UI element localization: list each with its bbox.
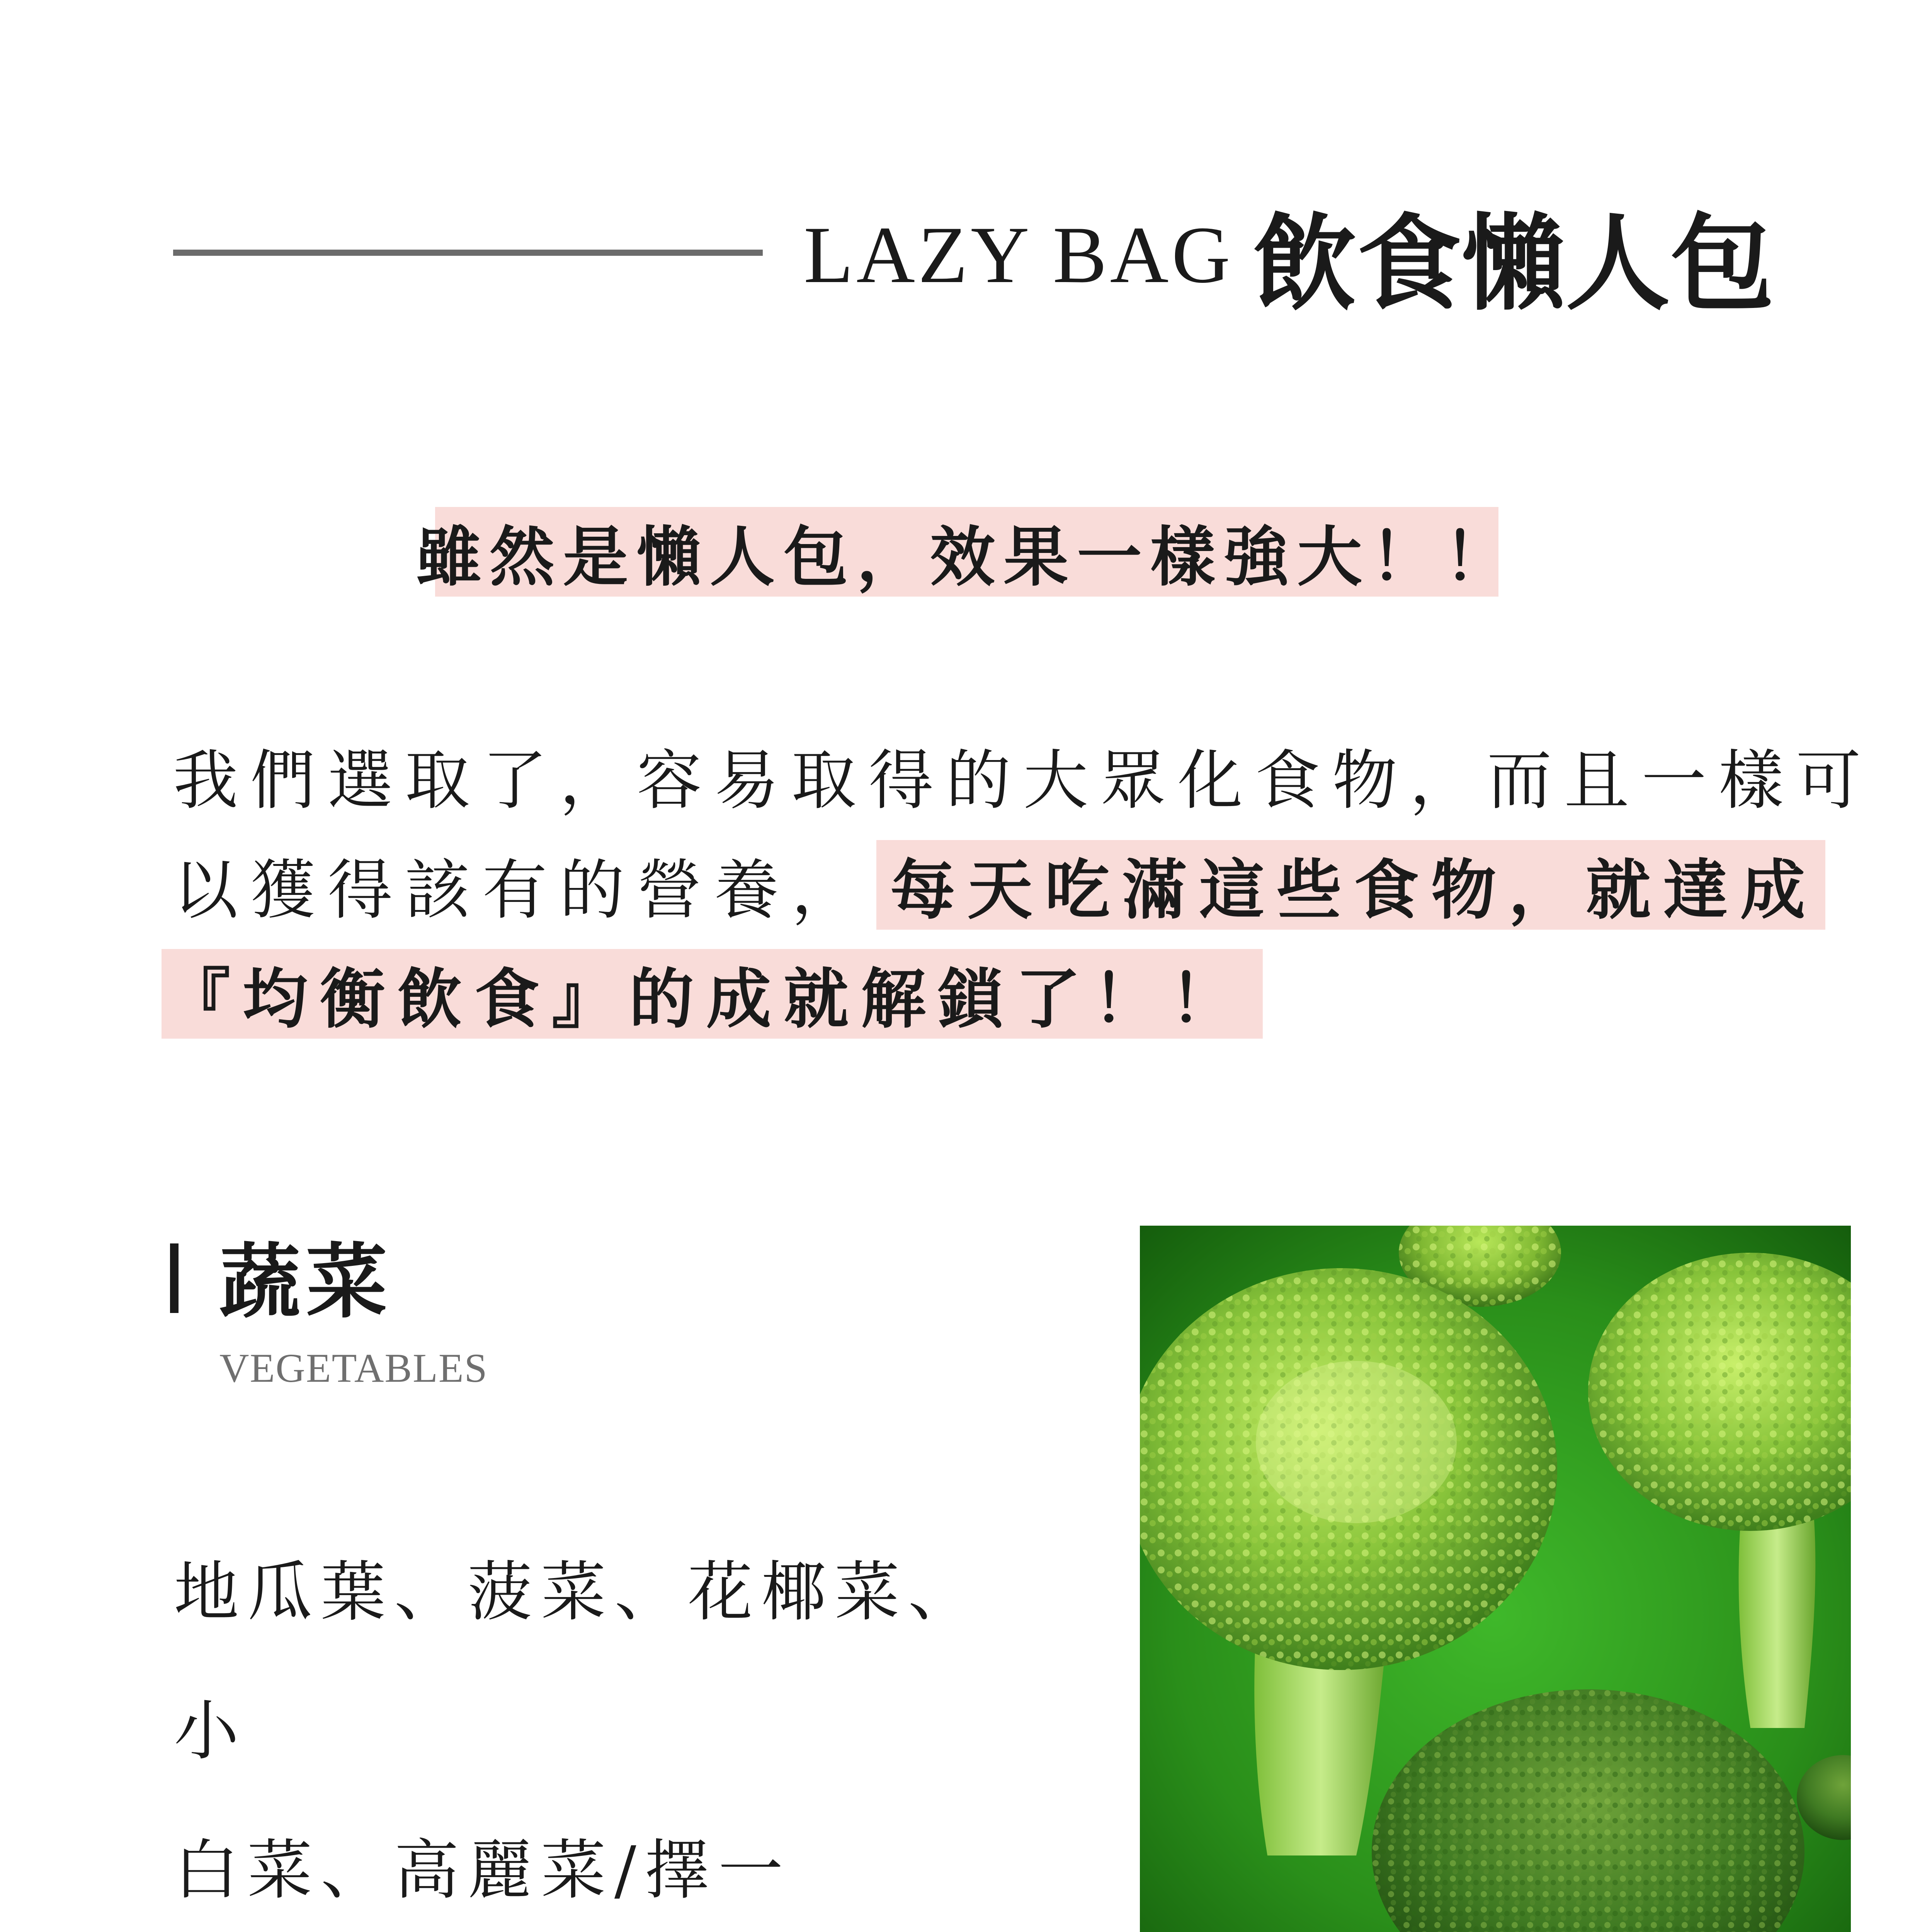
intro-text-line-3-highlight: 『均衡飲食』的成就解鎖了！！ bbox=[162, 949, 1263, 1039]
broccoli-illustration bbox=[1140, 1226, 1851, 1932]
vegetable-list-line-1: 地瓜葉、菠菜、花椰菜、小 bbox=[174, 1554, 981, 1769]
section-subtitle: VEGETABLES bbox=[219, 1345, 488, 1391]
section-accent-bar bbox=[170, 1243, 179, 1313]
intro-text-line-2-plain: 以獲得該有的營養， bbox=[173, 852, 869, 928]
vegetable-list-line-2: 白菜、高麗菜/擇一 bbox=[174, 1832, 792, 1908]
header-divider-line bbox=[173, 250, 763, 256]
intro-text-line-1: 我們選取了，容易取得的大眾化食物，而且一樣可 bbox=[173, 742, 1873, 818]
highlighted-subtitle: 雖然是懶人包，效果一樣強大！！ bbox=[435, 507, 1498, 597]
section-title: 蔬菜 bbox=[219, 1234, 393, 1329]
page-title-english: LAZY BAG bbox=[804, 210, 1233, 300]
intro-text-line-2-highlight: 每天吃滿這些食物，就達成 bbox=[876, 840, 1825, 930]
vegetable-list bbox=[174, 1522, 993, 1932]
intro-text-line-2 bbox=[173, 840, 1825, 930]
page-title bbox=[804, 193, 1774, 325]
page-title-chinese: 飲食懶人包 bbox=[1252, 202, 1774, 325]
broccoli-photo bbox=[1140, 1226, 1851, 1932]
